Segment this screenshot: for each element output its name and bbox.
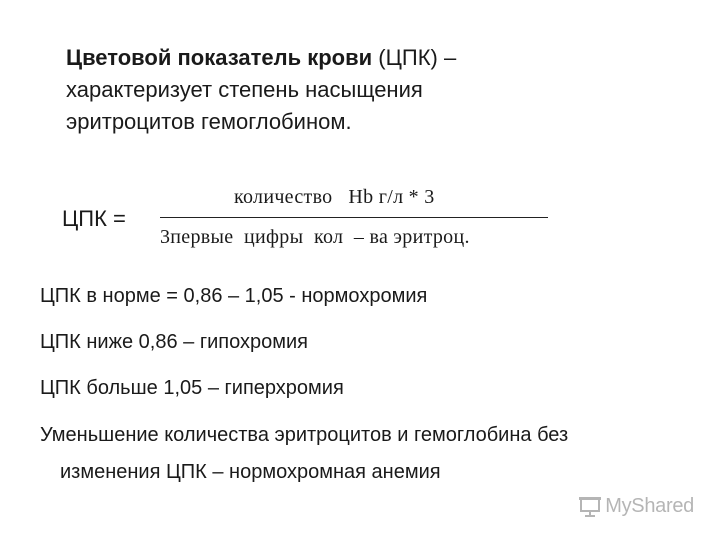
formula-lhs: ЦПК = [62, 206, 126, 231]
term-abbrev: (ЦПК) – [372, 45, 457, 70]
watermark-text: MyShared [605, 495, 694, 517]
rule-anemia-line-2: изменения ЦПК – нормохромная анемия [60, 461, 441, 483]
rule-normal: ЦПК в норме = 0,86 – 1,05 - нормохромия [40, 285, 428, 307]
formula-numerator: количество Hb г/л * 3 [234, 186, 435, 208]
formula-fraction [160, 186, 548, 256]
intro-line-2: характеризует степень насыщения [66, 77, 423, 102]
fraction-bar [160, 217, 548, 218]
intro-line-3: эритроцитов гемоглобином. [66, 109, 352, 134]
rule-hyperchromia: ЦПК больше 1,05 – гиперхромия [40, 377, 344, 399]
rule-anemia-line-1: Уменьшение количества эритроцитов и гемоглобина без [40, 424, 569, 446]
intro-line-1 [66, 42, 666, 74]
intro-paragraph [66, 42, 666, 138]
formula-denominator: 3первые цифры кол – ва эритроц. [160, 226, 470, 248]
watermark-logo [579, 495, 694, 518]
rule-hypochromia: ЦПК ниже 0,86 – гипохромия [40, 331, 309, 353]
term-bold: Цветовой показатель крови [66, 45, 373, 70]
projector-screen-icon [579, 497, 601, 517]
